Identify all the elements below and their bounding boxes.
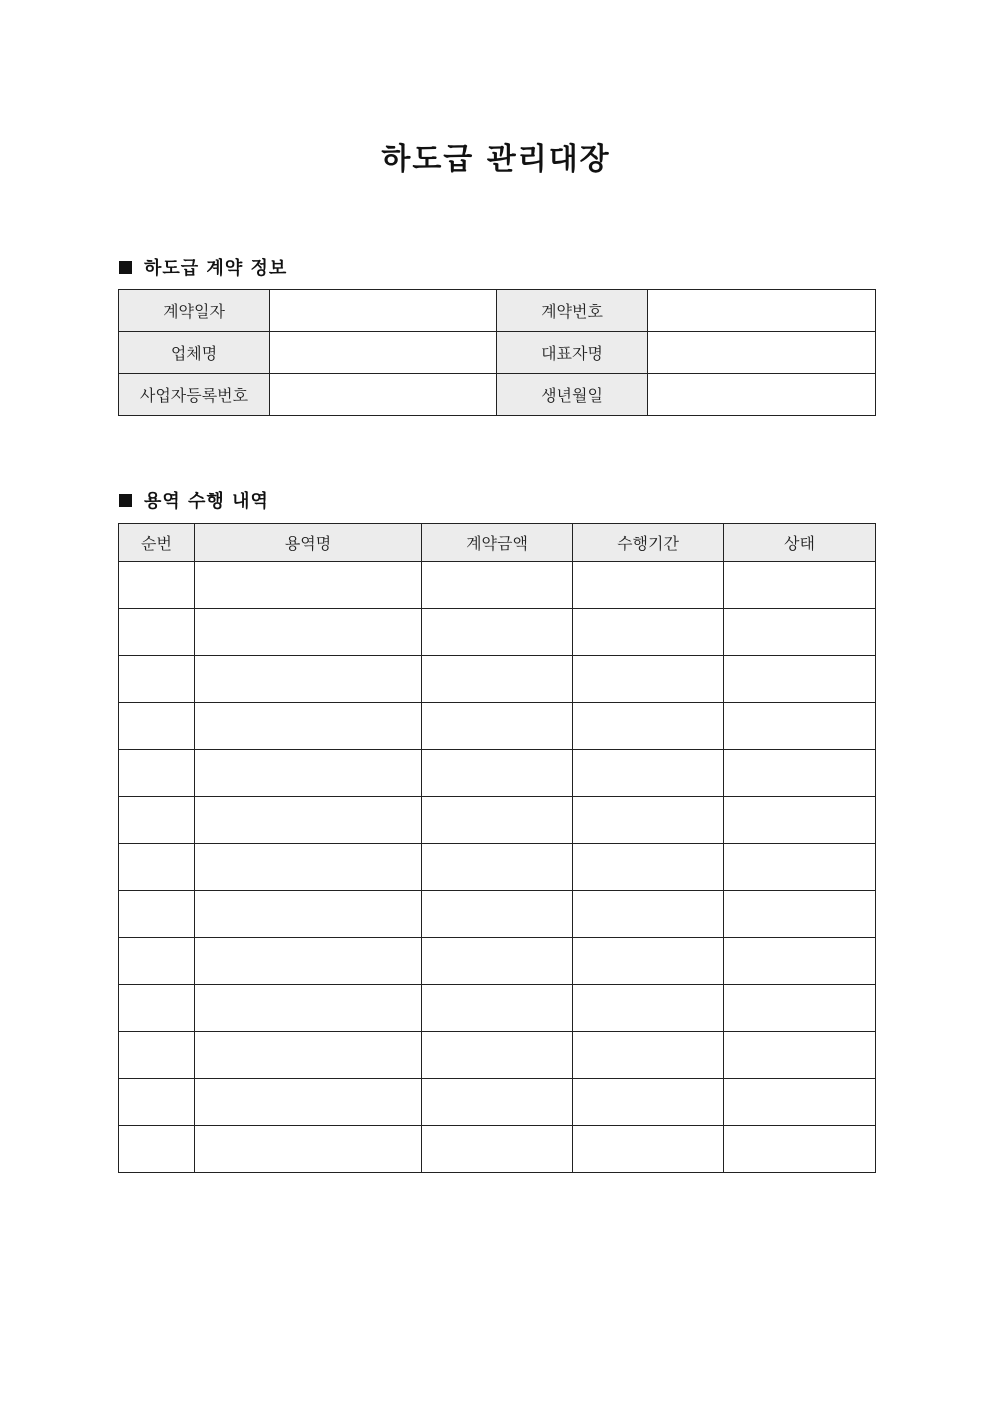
table-cell[interactable] (724, 562, 876, 609)
table-cell[interactable] (573, 844, 724, 891)
table-cell[interactable] (573, 609, 724, 656)
table-cell[interactable] (119, 609, 195, 656)
table-cell[interactable] (422, 985, 573, 1032)
field-label: 계약일자 (119, 290, 270, 332)
table-cell[interactable] (119, 562, 195, 609)
table-cell[interactable] (573, 562, 724, 609)
table-cell[interactable] (195, 609, 422, 656)
table-cell[interactable] (724, 797, 876, 844)
table-cell[interactable] (573, 750, 724, 797)
table-cell[interactable] (422, 609, 573, 656)
table-cell[interactable] (119, 844, 195, 891)
field-value[interactable] (648, 374, 876, 416)
table-cell[interactable] (422, 844, 573, 891)
table-cell[interactable] (724, 609, 876, 656)
table-cell[interactable] (573, 1079, 724, 1126)
table-cell[interactable] (724, 891, 876, 938)
table-cell[interactable] (724, 1032, 876, 1079)
table-cell[interactable] (195, 844, 422, 891)
table-cell[interactable] (195, 1126, 422, 1173)
table-cell[interactable] (724, 985, 876, 1032)
column-header: 용역명 (195, 524, 422, 562)
square-bullet-icon (119, 494, 132, 507)
table-cell[interactable] (195, 1079, 422, 1126)
table-cell[interactable] (195, 656, 422, 703)
field-value[interactable] (270, 374, 497, 416)
field-value[interactable] (648, 332, 876, 374)
table-cell[interactable] (573, 938, 724, 985)
table-cell[interactable] (195, 891, 422, 938)
table-header-row (119, 524, 876, 562)
table-cell[interactable] (422, 1032, 573, 1079)
field-label: 계약번호 (497, 290, 648, 332)
field-label: 사업자등록번호 (119, 374, 270, 416)
table-cell[interactable] (724, 938, 876, 985)
field-label: 대표자명 (497, 332, 648, 374)
table-cell[interactable] (119, 1126, 195, 1173)
table-cell[interactable] (724, 1079, 876, 1126)
column-header: 상태 (724, 524, 876, 562)
table-cell[interactable] (195, 938, 422, 985)
info-row (119, 332, 876, 374)
table-cell[interactable] (422, 656, 573, 703)
contract-info-table (118, 289, 876, 416)
section-heading-contract (119, 254, 287, 280)
table-row (119, 1032, 876, 1079)
table-cell[interactable] (422, 562, 573, 609)
table-cell[interactable] (724, 703, 876, 750)
table-row (119, 985, 876, 1032)
table-row (119, 1126, 876, 1173)
table-cell[interactable] (119, 985, 195, 1032)
table-cell[interactable] (422, 750, 573, 797)
info-row (119, 290, 876, 332)
table-cell[interactable] (573, 1032, 724, 1079)
square-bullet-icon (119, 261, 132, 274)
field-label: 생년월일 (497, 374, 648, 416)
table-cell[interactable] (724, 844, 876, 891)
table-cell[interactable] (422, 703, 573, 750)
table-cell[interactable] (724, 750, 876, 797)
table-row (119, 938, 876, 985)
table-cell[interactable] (573, 656, 724, 703)
table-cell[interactable] (724, 656, 876, 703)
column-header: 계약금액 (422, 524, 573, 562)
table-cell[interactable] (119, 797, 195, 844)
table-row (119, 844, 876, 891)
table-cell[interactable] (573, 797, 724, 844)
table-row (119, 562, 876, 609)
table-cell[interactable] (195, 750, 422, 797)
table-row (119, 1079, 876, 1126)
page-title: 하도급 관리대장 (381, 142, 611, 177)
table-cell[interactable] (195, 1032, 422, 1079)
table-row (119, 750, 876, 797)
table-cell[interactable] (119, 656, 195, 703)
table-cell[interactable] (422, 891, 573, 938)
table-cell[interactable] (119, 703, 195, 750)
table-cell[interactable] (195, 985, 422, 1032)
table-cell[interactable] (422, 938, 573, 985)
table-cell[interactable] (573, 891, 724, 938)
table-cell[interactable] (195, 703, 422, 750)
table-row (119, 891, 876, 938)
field-value[interactable] (270, 332, 497, 374)
table-cell[interactable] (422, 1126, 573, 1173)
table-cell[interactable] (724, 1126, 876, 1173)
field-value[interactable] (648, 290, 876, 332)
column-header: 수행기간 (573, 524, 724, 562)
table-cell[interactable] (195, 797, 422, 844)
table-cell[interactable] (119, 1032, 195, 1079)
table-row (119, 797, 876, 844)
field-value[interactable] (270, 290, 497, 332)
table-cell[interactable] (119, 891, 195, 938)
table-cell[interactable] (422, 797, 573, 844)
table-cell[interactable] (119, 938, 195, 985)
table-cell[interactable] (422, 1079, 573, 1126)
table-cell[interactable] (573, 1126, 724, 1173)
section-heading-work (119, 487, 269, 513)
field-label: 업체명 (119, 332, 270, 374)
work-history-table (118, 523, 876, 1173)
table-row (119, 609, 876, 656)
table-cell[interactable] (573, 985, 724, 1032)
table-row (119, 656, 876, 703)
info-row (119, 374, 876, 416)
table-cell[interactable] (195, 562, 422, 609)
section-heading-contract-label: 하도급 계약 정보 (144, 258, 288, 279)
table-cell[interactable] (573, 703, 724, 750)
table-row (119, 703, 876, 750)
table-cell[interactable] (119, 750, 195, 797)
table-cell[interactable] (119, 1079, 195, 1126)
column-header: 순번 (119, 524, 195, 562)
section-heading-work-label: 용역 수행 내역 (144, 491, 269, 512)
